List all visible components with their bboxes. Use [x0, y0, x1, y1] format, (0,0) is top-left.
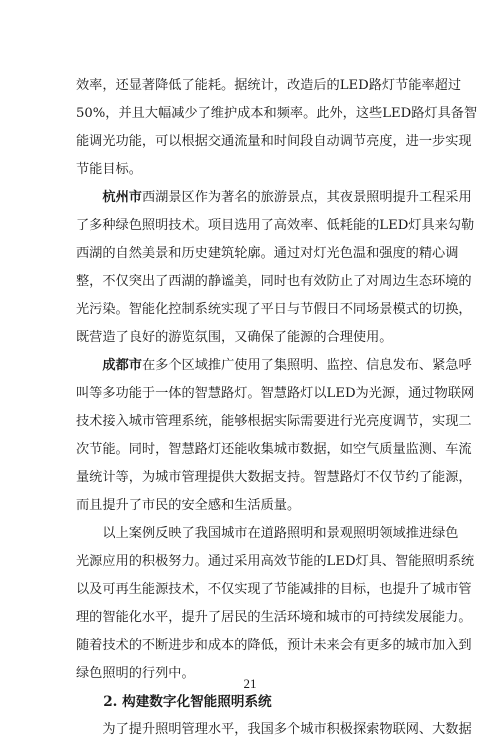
city-name-hangzhou: 杭州市 [102, 190, 142, 205]
text-line: 50%，并且大幅减少了维护成本和频率。此外，这些LED路灯具备智 [76, 106, 478, 121]
page-number: 21 [243, 676, 257, 691]
page-content [76, 72, 478, 744]
text-line: 以上案例反映了我国城市在道路照明和景观照明领域推进绿色 [102, 526, 459, 541]
text-line: 量统计等，为城市管理提供大数据支持。智慧路灯不仅节约了能源， [76, 470, 472, 485]
text-line: 随着技术的不断进步和成本的降低，预计未来会有更多的城市加入到 [76, 638, 472, 653]
section-heading: 2. 构建数字化智能照明系统 [103, 694, 272, 710]
paragraph-summary [76, 520, 475, 688]
text-line: 技术接入城市管理系统，能够根据实际需要进行光亮度调节，实现二 [76, 414, 472, 429]
paragraph-chengdu [76, 352, 475, 520]
text-line: 以及可再生能源技术，不仅实现了节能减排的目标，也提升了城市管 [76, 582, 472, 597]
text-line: 次节能。同时，智慧路灯还能收集城市数据，如空气质量监测、车流 [76, 442, 472, 457]
city-name-chengdu: 成都市 [102, 358, 142, 373]
text-line: 光污染。智能化控制系统实现了平日与节假日不同场景模式的切换， [76, 302, 472, 317]
text-line: 既营造了良好的游览氛围，又确保了能源的合理使用。 [76, 330, 393, 345]
text-fragment: 西湖景区作为著名的旅游景点，其夜景照明提升工程采用 [141, 190, 472, 205]
text-line: 节能目标。 [76, 162, 142, 177]
text-line: 为了提升照明管理水平，我国多个城市积极探索物联网、大数据 [102, 722, 472, 737]
text-line: 能调光功能，可以根据交通流量和时间段自动调节亮度，进一步实现 [76, 134, 472, 149]
text-line: 理的智能化水平，提升了居民的生活环境和城市的可持续发展能力。 [76, 610, 472, 625]
text-fragment: 在多个区域推广使用了集照明、监控、信息发布、紧急呼 [141, 358, 472, 373]
text-line: 绿色照明的行列中。 [76, 666, 195, 681]
text-line: 叫等多功能于一体的智慧路灯。智慧路灯以LED为光源，通过物联网 [76, 386, 475, 401]
text-line [76, 184, 472, 212]
paragraph-smart-lighting [76, 716, 472, 744]
text-line: 整，不仅突出了西湖的静谧美，同时也有效防止了对周边生态环境的 [76, 274, 472, 289]
text-line: 了多种绿色照明技术。项目选用了高效率、低耗能的LED灯具来勾勒 [76, 218, 475, 233]
text-line: 效率，还显著降低了能耗。据统计，改造后的LED路灯节能率超过 [76, 78, 462, 93]
text-line: 而且提升了市民的安全感和生活质量。 [76, 498, 301, 513]
text-line [76, 352, 472, 380]
paragraph-hangzhou [76, 184, 475, 352]
text-line: 西湖的自然美景和历史建筑轮廓。通过对灯光色温和强度的精心调 [76, 246, 459, 261]
paragraph-led-retrofit [76, 72, 478, 184]
text-line: 光源应用的积极努力。通过采用高效节能的LED灯具、智能照明系统 [76, 554, 475, 569]
